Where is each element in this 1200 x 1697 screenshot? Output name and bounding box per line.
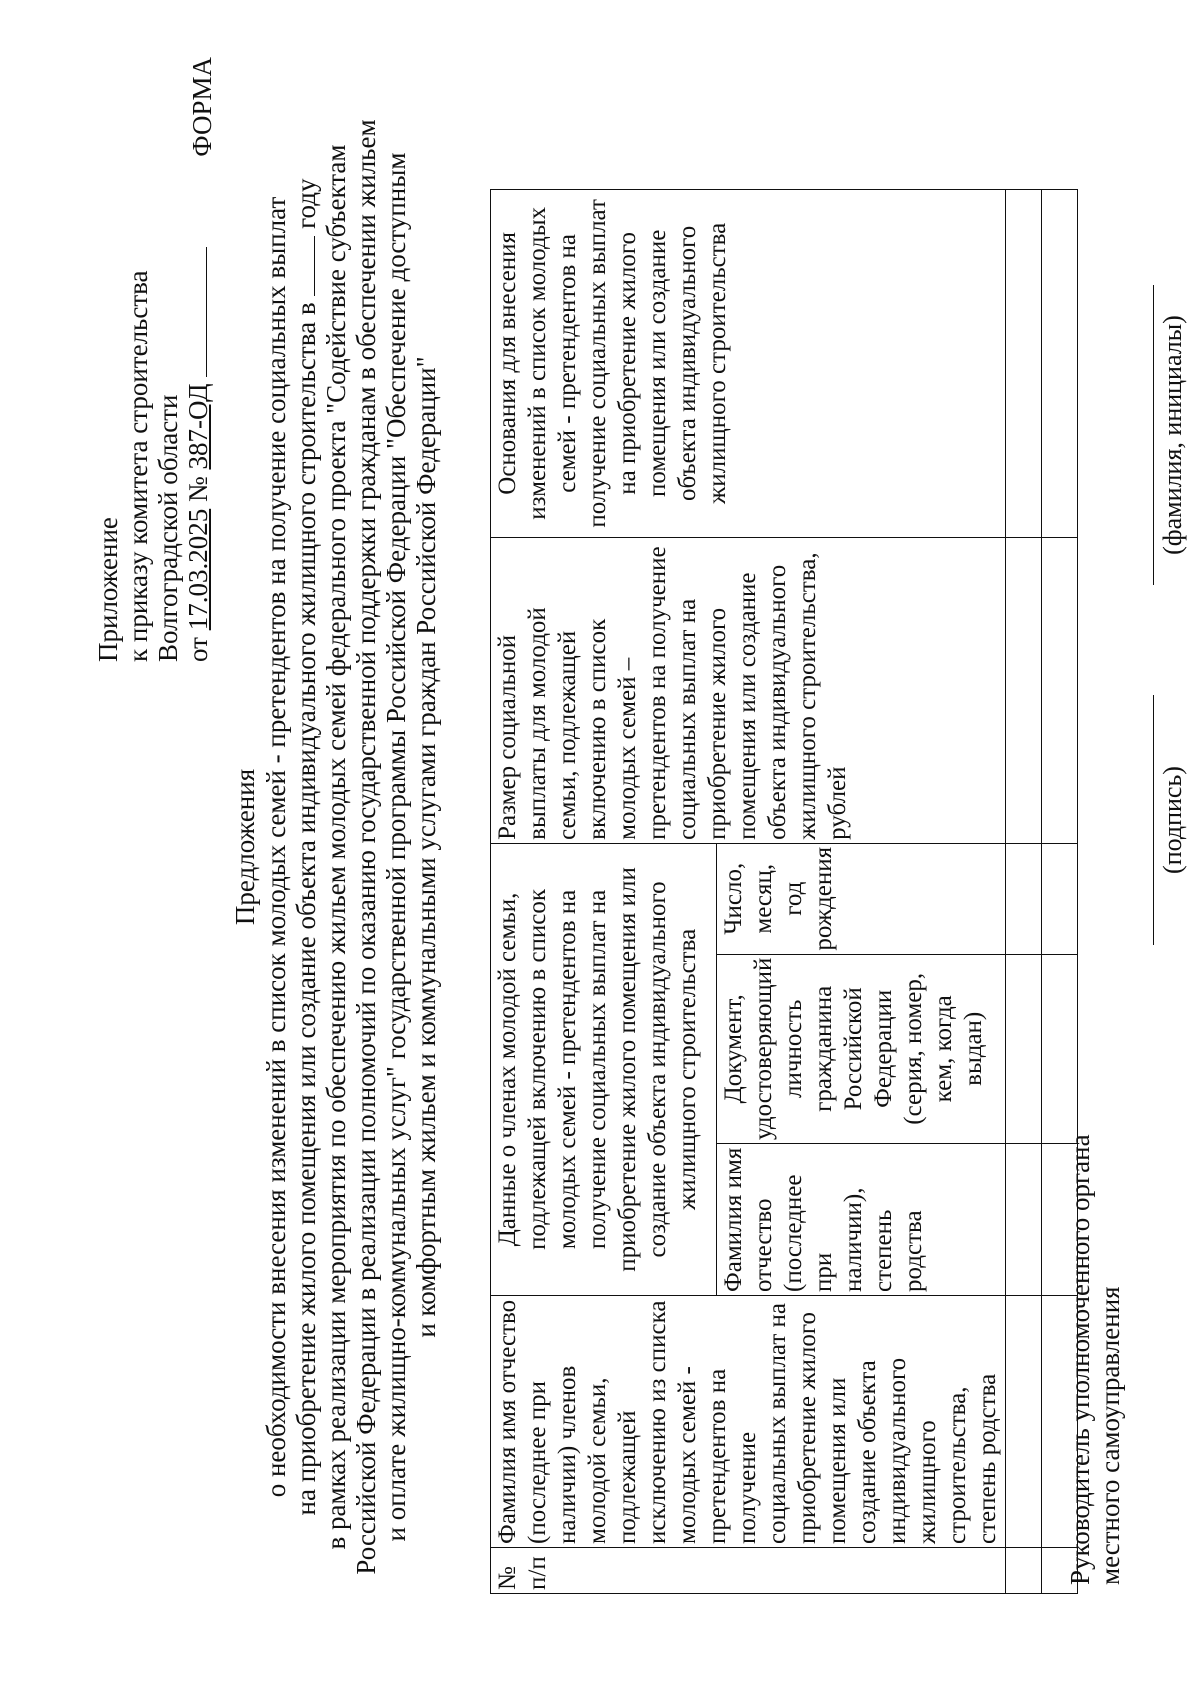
- title-line-6: и комфортным жильем и коммунальными услугами граждан Российской Федерации": [411, 356, 441, 1338]
- header-included-members-group: Данные о членах молодой семьи, подлежащей включению в список молодых семей - претендентов на получение социальных выплат на приобретение жилого помещения или создание объекта индивидуального жилищного строительства: [491, 843, 717, 1295]
- signature-block: [1065, 85, 1185, 1585]
- subheader-full-name: Фамилия имя отчество (последнее при наличии), степень родства: [716, 1144, 1005, 1296]
- name-line: [1153, 285, 1154, 585]
- signatory-title-line-2: местного самоуправления: [1095, 1286, 1125, 1585]
- signature-caption: (подпись): [1158, 766, 1187, 874]
- name-caption: (фамилия, инициалы): [1158, 315, 1187, 555]
- appendix-line-3: Волгоградской области: [153, 394, 183, 662]
- appendix-from-label: от: [183, 637, 213, 662]
- subheader-identity-document: Документ, удостоверяющий личность гражданина Российской Федерации (серия, номер, кем, когда выдан): [716, 954, 1005, 1143]
- title-line-2-year-word: году: [291, 178, 321, 229]
- title-line-1: о необходимости внесения изменений в список молодых семей - претендентов на получение социальных выплат: [261, 196, 291, 1498]
- proposals-table: [490, 189, 1078, 1594]
- document-title-block: [230, 117, 441, 1577]
- header-excluded-members: Фамилия имя отчество (последнее при наличии) членов молодой семьи, подлежащей исключению из списка молодых семей - претендентов на получение социальных выплат на приобретение жилого помещения или создание объекта индивидуального жилищного строительства, степень родства: [491, 1296, 1006, 1548]
- table-row: [1006, 189, 1042, 1593]
- table-cell: [1006, 843, 1042, 954]
- table-cell: [1006, 1296, 1042, 1548]
- form-label: ФОРМА: [187, 57, 217, 157]
- appendix-number: 387-ОД: [183, 383, 213, 470]
- table-header-row-1: [491, 189, 717, 1593]
- signatory-title: [1065, 1134, 1125, 1585]
- signature-line: [1153, 695, 1154, 945]
- table-cell: [1006, 537, 1042, 843]
- proposals-table-wrapper: [490, 189, 1078, 1594]
- header-number: № п/п: [491, 1548, 1006, 1594]
- subheader-birth-date: Число, месяц, год рождения: [716, 843, 1005, 954]
- appendix-line-2: к приказу комитета строительства: [123, 270, 153, 662]
- title-line-5: и оплате жилищно-коммунальных услуг" государственной программы Российской Федерации "Обеспечение доступным: [381, 152, 411, 1542]
- table-cell: [1006, 954, 1042, 1143]
- title-line-4: Российской Федерации в реализации полномочий по оказанию государственной поддержки гражданам в обеспечении жильем: [351, 119, 381, 1575]
- table-cell: [1006, 189, 1042, 537]
- year-blank-line: [314, 236, 315, 296]
- title-line-2-text: на приобретение жилого помещения или создание объекта индивидуального жилищного строительства в: [291, 302, 321, 1516]
- document-heading: Предложения: [230, 768, 260, 926]
- appendix-line-1: Приложение: [93, 517, 123, 662]
- appendix-date: 17.03.2025: [183, 508, 213, 631]
- header-change-basis: Основания для внесения изменений в список молодых семей - претендентов на получение социальных выплат на приобретение жилого помещения или создание объекта индивидуального жилищного строительства: [491, 189, 1006, 537]
- table-cell: [1006, 1548, 1042, 1594]
- table-cell: [1006, 1144, 1042, 1296]
- signatory-title-line-1: Руководитель уполномоченного органа: [1065, 1134, 1095, 1585]
- title-line-3: в рамках реализации мероприятия по обеспечению жильем молодых семей федерального проекта "Содействие субъектам: [321, 144, 351, 1550]
- title-line-2: [291, 117, 321, 1577]
- appendix-number-sign: №: [183, 476, 213, 503]
- header-payment-amount: Размер социальной выплаты для молодой семьи, подлежащей включению в список молодых семей – претендентов на получение социальных выплат на приобретение жилого помещения или создание объекта индивидуального жилищного строительства, рублей: [491, 537, 1006, 843]
